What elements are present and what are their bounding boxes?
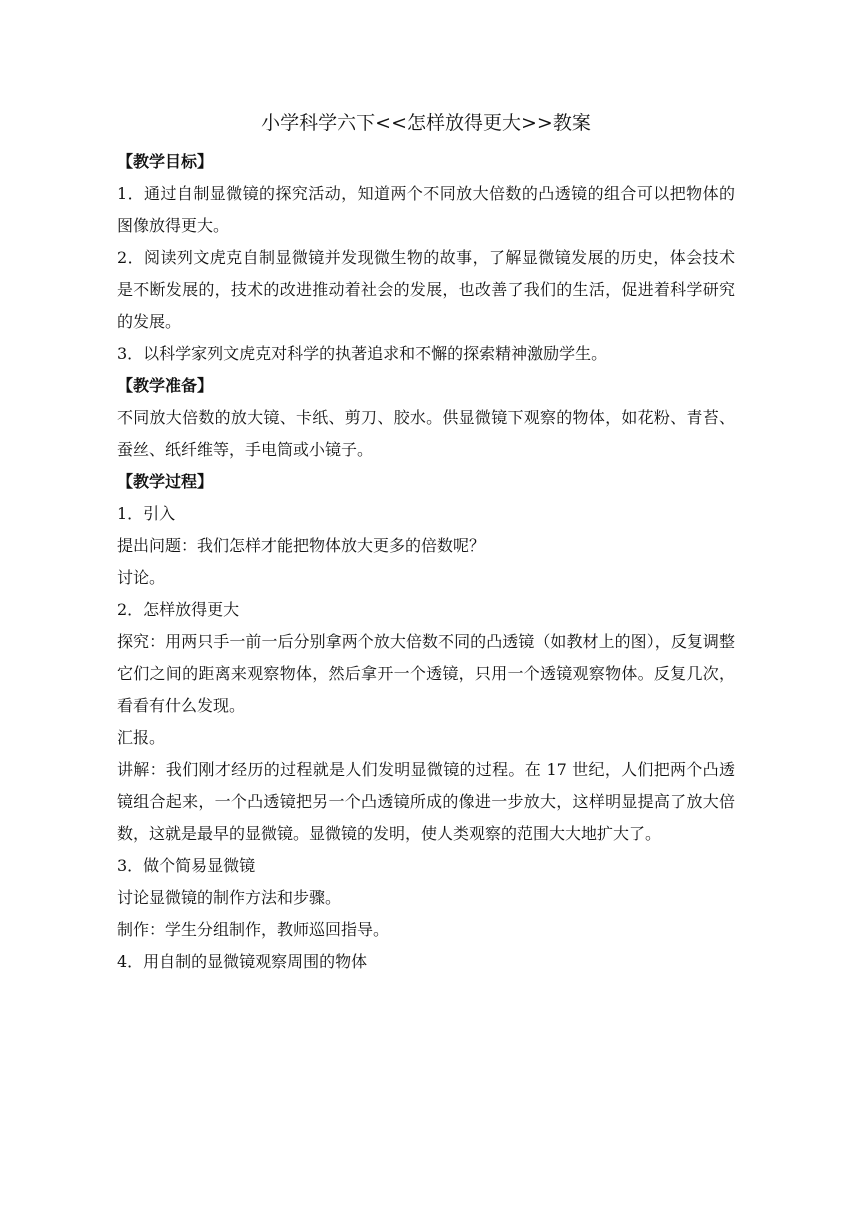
paragraph: 探究：用两只手一前一后分别拿两个放大倍数不同的凸透镜（如教材上的图），反复调整它们之间的距离来观察物体，然后拿开一个透镜，只用一个透镜观察物体。反复几次，看看有什么发现。 bbox=[117, 632, 735, 715]
section-heading: 【教学目标】 bbox=[117, 152, 214, 171]
paragraph: 讨论。 bbox=[117, 568, 166, 587]
paragraph: 3．以科学家列文虎克对科学的执著追求和不懈的探索精神激励学生。 bbox=[117, 344, 608, 363]
paragraph: 提出问题：我们怎样才能把物体放大更多的倍数呢？ bbox=[117, 536, 486, 555]
paragraph: 3．做个简易显微镜 bbox=[117, 856, 256, 875]
paragraph: 1．通过自制显微镜的探究活动，知道两个不同放大倍数的凸透镜的组合可以把物体的图像放得更大。 bbox=[117, 184, 735, 235]
document-title: 小学科学六下<<怎样放得更大>>教案 bbox=[261, 112, 591, 134]
section-heading: 【教学过程】 bbox=[117, 472, 214, 491]
paragraph: 不同放大倍数的放大镜、卡纸、剪刀、胶水。供显微镜下观察的物体，如花粉、青苔、蚕丝、纸纤维等，手电筒或小镜子。 bbox=[117, 408, 735, 459]
paragraph: 1．引入 bbox=[117, 504, 176, 523]
paragraph: 制作：学生分组制作，教师巡回指导。 bbox=[117, 920, 390, 939]
section-teaching-preparation bbox=[117, 370, 735, 466]
section-teaching-goals bbox=[117, 146, 735, 370]
section-teaching-process bbox=[117, 466, 735, 978]
paragraph: 讲解：我们刚才经历的过程就是人们发明显微镜的过程。在 17 世纪，人们把两个凸透镜组合起来，一个凸透镜把另一个凸透镜所成的像进一步放大，这样明显提高了放大倍数，这就是最早的显微镜。显微镜的发明，使人类观察的范围大大地扩大了。 bbox=[117, 760, 735, 843]
section-heading: 【教学准备】 bbox=[117, 376, 214, 395]
paragraph: 2．怎样放得更大 bbox=[117, 600, 240, 619]
paragraph: 4．用自制的显微镜观察周围的物体 bbox=[117, 952, 368, 971]
paragraph: 讨论显微镜的制作方法和步骤。 bbox=[117, 888, 342, 907]
paragraph: 2．阅读列文虎克自制显微镜并发现微生物的故事，了解显微镜发展的历史，体会技术是不断发展的，技术的改进推动着社会的发展，也改善了我们的生活，促进着科学研究的发展。 bbox=[117, 248, 735, 331]
paragraph: 汇报。 bbox=[117, 728, 166, 747]
document-page bbox=[117, 108, 735, 978]
